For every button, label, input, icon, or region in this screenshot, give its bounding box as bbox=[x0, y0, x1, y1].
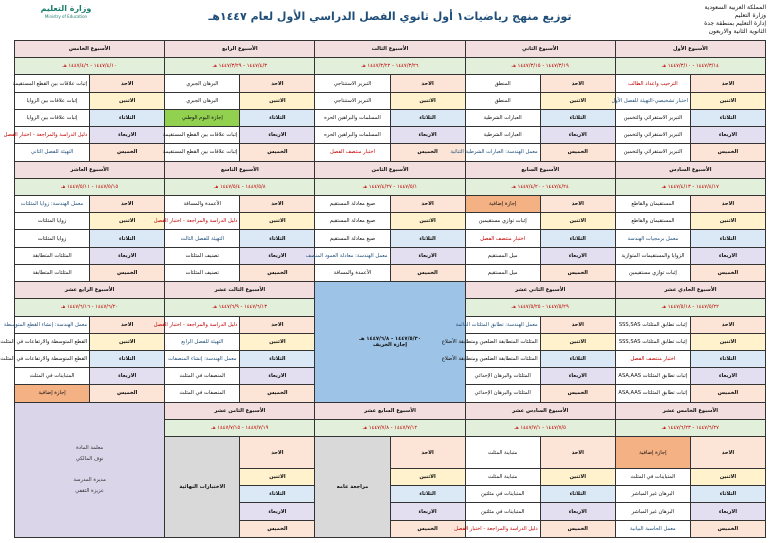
lesson-cell: المسلمات والبراهين الحره bbox=[315, 109, 390, 126]
day-label: الاحد bbox=[240, 195, 315, 212]
week-title: الأسبوع السادس عشر bbox=[465, 402, 615, 419]
autumn-break-dates: ١٤٤٧/٥/٣٠ - ١٤٤٧/٦/٨ هـ bbox=[359, 335, 421, 342]
day-label: الاحد bbox=[390, 437, 465, 469]
day-label: الاثنين bbox=[690, 333, 765, 350]
lesson-cell: المتباينات في مثلثين bbox=[465, 486, 540, 503]
lesson-cell: إثبات علاقات بين الزوايا bbox=[15, 109, 90, 126]
lesson-cell: معمل الهندسة: زوايا المثلثات bbox=[15, 195, 90, 212]
week-title: الأسبوع السادس bbox=[615, 161, 765, 178]
lesson-cell: المثلثات المتطابقة bbox=[15, 264, 90, 281]
day-label: الاثنين bbox=[390, 213, 465, 230]
lesson-cell: المستقيمان والقاطع bbox=[615, 213, 690, 230]
logo-sub: Ministry of Education bbox=[44, 14, 88, 19]
week-title: الأسبوع الثامن bbox=[315, 161, 465, 178]
day-label: الاربعاء bbox=[240, 368, 315, 385]
lesson-cell: إثبات تطابق المثلثات ASA,AAS bbox=[615, 368, 690, 385]
lesson-cell: المتباينات في المثلث bbox=[615, 469, 690, 486]
day-label: الاثنين bbox=[90, 213, 165, 230]
lesson-cell: التهيئة للفصل الرابع bbox=[165, 333, 240, 350]
lesson-cell: اختبار تشخيصي-التهيئة للفصل الأول bbox=[615, 92, 690, 109]
day-label: الخميس bbox=[240, 520, 315, 537]
day-label: الاثنين bbox=[390, 92, 465, 109]
lesson-cell: العبارات الشرطية bbox=[465, 109, 540, 126]
day-label: الاحد bbox=[240, 75, 315, 92]
week-title: الأسبوع الثامن عشر bbox=[165, 402, 315, 419]
week-title: الأسبوع الحادي عشر bbox=[615, 282, 765, 299]
day-label: الثلاثاء bbox=[240, 230, 315, 247]
lesson-cell: معمل الهندسة: تطابق المثلثات القائمة bbox=[465, 316, 540, 333]
week-title: الأسبوع الثالث عشر bbox=[165, 282, 315, 299]
lesson-cell: إثبات علاقات بين القطع المستقيمة bbox=[165, 144, 240, 161]
teacher-name: نوف المالكي bbox=[75, 455, 104, 462]
day-label: الاحد bbox=[90, 195, 165, 212]
day-label: الاربعاء bbox=[540, 247, 615, 264]
day-label: الاحد bbox=[690, 75, 765, 92]
lesson-cell: العبارات الشرطية bbox=[465, 127, 540, 144]
week-title: الأسبوع التاسع bbox=[165, 161, 315, 178]
week-dates: ١٤٤٧/٥/٨ - ١٤٤٧/٥/٤ هـ bbox=[165, 178, 315, 195]
week-title: الأسبوع العاشر bbox=[15, 161, 165, 178]
lesson-cell: المثلثات المتطابقة الضلعين ومتطابقة الأضلاع bbox=[465, 333, 540, 350]
day-label: الاربعاء bbox=[90, 247, 165, 264]
day-label: الثلاثاء bbox=[240, 486, 315, 503]
lesson-cell: المثلثات والبرهان الإحداثي bbox=[465, 368, 540, 385]
day-label: الاربعاء bbox=[540, 368, 615, 385]
lesson-cell: المثلثات المتطابقة bbox=[15, 247, 90, 264]
week-dates: ١٤٤٧/٦/١٣ - ١٤٤٧/٦/٩ هـ bbox=[165, 299, 315, 316]
day-label: الاثنين bbox=[690, 92, 765, 109]
lesson-cell: المستقيمان والقاطع bbox=[615, 195, 690, 212]
day-label: الخميس bbox=[390, 144, 465, 161]
lesson-cell: صيغ معادلة المستقيم bbox=[315, 195, 390, 212]
day-label: الثلاثاء bbox=[390, 109, 465, 126]
day-label: الاثنين bbox=[690, 213, 765, 230]
lesson-cell: إجازة إضافية bbox=[15, 385, 90, 402]
lesson-cell: إثبات تطابق المثلثات ASA,AAS bbox=[615, 385, 690, 402]
lesson-cell: زوايا المثلثات bbox=[15, 230, 90, 247]
day-label: الاربعاء bbox=[90, 368, 165, 385]
week-title: الأسبوع الثالث bbox=[315, 41, 465, 58]
week-dates: ١٤٤٧/٧/٥ - ١٤٤٧/٧/١ هـ bbox=[465, 419, 615, 436]
week-dates: ١٤٤٧/٧/١٢ - ١٤٤٧/٧/٨ هـ bbox=[315, 419, 465, 436]
page-title: توزيع منهج رياضيات١ أول ثانوي الفصل الدراسي الأول لعام ١٤٤٧هـ bbox=[208, 10, 572, 23]
lesson-cell: إثبات تطابق المثلثات SSS,SAS bbox=[615, 333, 690, 350]
lesson-cell: التبرير الاستنتاجي bbox=[315, 92, 390, 109]
day-label: الثلاثاء bbox=[540, 350, 615, 367]
lesson-cell: تصنيف المثلثات bbox=[165, 247, 240, 264]
principal-title: مديرة المدرسة bbox=[73, 476, 106, 483]
lesson-cell: التبرير الاستقرائي والتخمين bbox=[615, 144, 690, 161]
lesson-cell: معمل برمجيات الهندسة bbox=[615, 230, 690, 247]
day-label: الاثنين bbox=[540, 333, 615, 350]
week-dates: ١٤٤٧/٣/١٤ - ١٤٤٧/٣/١٠ هـ bbox=[615, 58, 765, 75]
lesson-cell: البرهان الجبري bbox=[165, 75, 240, 92]
curriculum-table bbox=[0, 40, 766, 538]
lesson-cell: اختبار منتصف الفصل bbox=[465, 230, 540, 247]
lesson-cell: متباينة المثلث bbox=[465, 469, 540, 486]
day-label: الاربعاء bbox=[540, 503, 615, 520]
week-dates: ١٤٤٧/٤/١٧ - ١٤٤٧/٤/١٣ هـ bbox=[615, 178, 765, 195]
day-label: الاحد bbox=[90, 316, 165, 333]
lesson-cell: اختبار منتصف الفصل bbox=[315, 144, 390, 161]
day-label: الاثنين bbox=[90, 333, 165, 350]
day-label: الاثنين bbox=[540, 92, 615, 109]
day-label: الخميس bbox=[240, 144, 315, 161]
lesson-cell: المثلثات المتطابقة الضلعين ومتطابقة الأضلاع bbox=[465, 350, 540, 367]
day-label: الاربعاء bbox=[540, 127, 615, 144]
day-label: الاثنين bbox=[540, 213, 615, 230]
day-label: الاثنين bbox=[390, 469, 465, 486]
lesson-cell: التهيئة للفصل الثالث bbox=[165, 230, 240, 247]
week-dates: ١٤٤٧/٦/٢٧ - ١٤٤٧/٦/٢٣ هـ bbox=[615, 419, 765, 436]
org-line: وزارة التعليم bbox=[734, 12, 766, 19]
lesson-cell: المتباينات في مثلثين bbox=[465, 503, 540, 520]
lesson-cell: التبرير الاستنتاجي bbox=[315, 75, 390, 92]
lesson-cell: ميل المستقيم bbox=[465, 264, 540, 281]
day-label: الاحد bbox=[690, 316, 765, 333]
lesson-cell: إجازة اليوم الوطني bbox=[165, 109, 240, 126]
day-label: الاحد bbox=[390, 195, 465, 212]
lesson-cell: إثبات علاقات بين الزوايا bbox=[15, 92, 90, 109]
week-dates: ١٤٤٧/٣/٢٦ - ١٤٤٧/٣/٢٢ هـ bbox=[315, 58, 465, 75]
day-label: الثلاثاء bbox=[690, 486, 765, 503]
day-label: الاحد bbox=[240, 316, 315, 333]
day-label: الاحد bbox=[540, 437, 615, 469]
day-label: الخميس bbox=[90, 144, 165, 161]
lesson-cell: البرهان غير المباشر bbox=[615, 503, 690, 520]
day-label: الاثنين bbox=[690, 469, 765, 486]
day-label: الثلاثاء bbox=[90, 230, 165, 247]
day-label: الخميس bbox=[390, 264, 465, 281]
day-label: الاربعاء bbox=[690, 127, 765, 144]
logo-text: وزارة التعليم bbox=[40, 4, 92, 13]
lesson-cell: المسلمات والبراهين الحره bbox=[315, 127, 390, 144]
lesson-cell: المنطق bbox=[465, 75, 540, 92]
lesson-cell: إجازة إضافية bbox=[465, 195, 540, 212]
lesson-cell: معمل الهندسة: إنشاء القطع المتوسطة bbox=[15, 316, 90, 333]
week-title: الأسبوع الثاني bbox=[465, 41, 615, 58]
lesson-cell: معمل الهندسة: العبارات الشرطية الثنائية bbox=[465, 144, 540, 161]
lesson-cell: الترحيب واعداد الطالب bbox=[615, 75, 690, 92]
signature-block bbox=[15, 402, 165, 537]
week-title: الأسبوع السابع bbox=[465, 161, 615, 178]
week-dates: ١٤٤٧/٧/١٩ - ١٤٤٧/٧/١٥ هـ bbox=[165, 419, 315, 436]
week-dates: ١٤٤٧/٤/٢٤ - ١٤٤٧/٤/٢٠ هـ bbox=[465, 178, 615, 195]
day-label: الاربعاء bbox=[390, 247, 465, 264]
lesson-cell: ميل المستقيم bbox=[465, 247, 540, 264]
lesson-cell: القطع المتوسطة والارتفاعات في المثلث bbox=[15, 333, 90, 350]
lesson-cell: المنصفات في المثلث bbox=[165, 385, 240, 402]
lesson-cell: دليل الدراسة والمراجعة - اختبار الفصل bbox=[465, 520, 540, 537]
week-dates: ١٤٤٧/٣/١٩ - ١٤٤٧/٣/١٥ هـ bbox=[465, 58, 615, 75]
week-title: الأسبوع الأول bbox=[615, 41, 765, 58]
lesson-cell: المنصفات في المثلث bbox=[165, 368, 240, 385]
day-label: الاحد bbox=[540, 316, 615, 333]
lesson-cell: اختبار منتصف الفصل bbox=[615, 350, 690, 367]
lesson-cell: دليل الدراسة والمراجعة - اختبار الفصل bbox=[15, 127, 90, 144]
week-dates: ١٤٤٧/٦/٢٠ - ١٤٤٧/٦/١٦ هـ bbox=[15, 299, 165, 316]
teacher-title: معلمة المادة bbox=[76, 444, 104, 451]
lesson-cell: إثبات علاقات بين القطع المستقيمة bbox=[165, 127, 240, 144]
lesson-cell: تصنيف المثلثات bbox=[165, 264, 240, 281]
day-label: الخميس bbox=[540, 520, 615, 537]
day-label: الثلاثاء bbox=[690, 230, 765, 247]
day-label: الاحد bbox=[540, 195, 615, 212]
day-label: الاربعاء bbox=[90, 127, 165, 144]
lesson-cell: زوايا المثلثات bbox=[15, 213, 90, 230]
lesson-cell: صيغ معادلة المستقيم bbox=[315, 230, 390, 247]
final-exams-cell: الاختبارات النهائية bbox=[165, 437, 240, 538]
lesson-cell: دليل الدراسة والمراجعة - اختبار الفصل bbox=[165, 213, 240, 230]
lesson-cell: البرهان الجبري bbox=[165, 92, 240, 109]
lesson-cell: إثبات توازي مستقيمين bbox=[615, 264, 690, 281]
day-label: الاحد bbox=[240, 437, 315, 469]
org-line: المملكة العربية السعودية bbox=[704, 4, 766, 11]
day-label: الاثنين bbox=[90, 92, 165, 109]
principal-name: عزيزة الثقفي bbox=[75, 487, 105, 494]
week-dates: ١٤٤٧/٥/١ - ١٤٤٧/٤/٢٧ هـ bbox=[315, 178, 465, 195]
lesson-cell: الأعمدة والمسافة bbox=[165, 195, 240, 212]
lesson-cell: إثبات علاقات بين القطع المستقيمة bbox=[15, 75, 90, 92]
day-label: الاربعاء bbox=[240, 247, 315, 264]
week-dates: ١٤٤٧/٤/١٠ - ١٤٤٧/٤/٦ هـ bbox=[15, 58, 165, 75]
day-label: الاثنين bbox=[240, 469, 315, 486]
day-label: الخميس bbox=[390, 520, 465, 537]
day-label: الثلاثاء bbox=[90, 109, 165, 126]
day-label: الثلاثاء bbox=[690, 350, 765, 367]
day-label: الاثنين bbox=[240, 333, 315, 350]
day-label: الثلاثاء bbox=[540, 486, 615, 503]
day-label: الاحد bbox=[90, 75, 165, 92]
day-label: الخميس bbox=[540, 264, 615, 281]
lesson-cell: المتباينات في المثلث bbox=[15, 368, 90, 385]
page-header bbox=[6, 0, 774, 38]
day-label: الخميس bbox=[240, 264, 315, 281]
day-label: الاربعاء bbox=[390, 503, 465, 520]
lesson-cell: دليل الدراسة والمراجعة - اختبار الفصل bbox=[165, 316, 240, 333]
lesson-cell: التبرير الاستقرائي والتخمين bbox=[615, 109, 690, 126]
lesson-cell: إثبات تطابق المثلثات SSS,SAS bbox=[615, 316, 690, 333]
week-dates: ١٤٤٧/٤/٣ - ١٤٤٧/٣/٢٩ هـ bbox=[165, 58, 315, 75]
week-dates: ١٤٤٧/٥/٢٢ - ١٤٤٧/٥/١٨ هـ bbox=[615, 299, 765, 316]
day-label: الخميس bbox=[690, 144, 765, 161]
day-label: الاربعاء bbox=[240, 127, 315, 144]
day-label: الثلاثاء bbox=[90, 350, 165, 367]
day-label: الثلاثاء bbox=[540, 230, 615, 247]
day-label: الاثنين bbox=[540, 469, 615, 486]
lesson-cell: البرهان غير المباشر bbox=[615, 486, 690, 503]
lesson-cell: إثبات توازي مستقيمين bbox=[465, 213, 540, 230]
day-label: الخميس bbox=[90, 385, 165, 402]
day-label: الاربعاء bbox=[390, 127, 465, 144]
org-line: إدارة التعليم بمنطقة جدة bbox=[704, 20, 766, 27]
day-label: الخميس bbox=[240, 385, 315, 402]
day-label: الخميس bbox=[90, 264, 165, 281]
week-title: الأسبوع الخامس عشر bbox=[615, 402, 765, 419]
week-dates: ١٤٤٧/٥/٢٩ - ١٤٤٧/٥/٢٥ هـ bbox=[465, 299, 615, 316]
week-dates: ١٤٤٧/٥/١٥ - ١٤٤٧/٥/١١ هـ bbox=[15, 178, 165, 195]
day-label: الاثنين bbox=[240, 92, 315, 109]
week-title: الأسبوع الخامس bbox=[15, 41, 165, 58]
lesson-cell: معمل الهندسة: إنشاء المنصفات bbox=[165, 350, 240, 367]
day-label: الاربعاء bbox=[690, 368, 765, 385]
day-label: الثلاثاء bbox=[540, 109, 615, 126]
day-label: الثلاثاء bbox=[690, 109, 765, 126]
day-label: الاحد bbox=[690, 437, 765, 469]
day-label: الثلاثاء bbox=[390, 230, 465, 247]
org-line: الثانوية الثانية والاربعون bbox=[708, 28, 766, 35]
day-label: الخميس bbox=[690, 264, 765, 281]
lesson-cell: إجازة إضافية bbox=[615, 437, 690, 469]
lesson-cell: متباينة المثلث bbox=[465, 437, 540, 469]
day-label: الاثنين bbox=[240, 213, 315, 230]
day-label: الخميس bbox=[540, 385, 615, 402]
week-title: الأسبوع الرابع عشر bbox=[15, 282, 165, 299]
day-label: الاربعاء bbox=[240, 503, 315, 520]
day-label: الثلاثاء bbox=[240, 109, 315, 126]
lesson-cell: المنطق bbox=[465, 92, 540, 109]
day-label: الخميس bbox=[690, 385, 765, 402]
lesson-cell: معمل الهندسة: معادلة العمود المنصف bbox=[315, 247, 390, 264]
lesson-cell: المثلثات والبرهان الإحداثي bbox=[465, 385, 540, 402]
week-title: الأسبوع الثاني عشر bbox=[465, 282, 615, 299]
day-label: الاحد bbox=[690, 195, 765, 212]
week-title: الأسبوع الرابع bbox=[165, 41, 315, 58]
autumn-break-label: إجازة الخريف bbox=[372, 341, 408, 348]
lesson-cell: التبرير الاستقرائي والتخمين bbox=[615, 127, 690, 144]
lesson-cell: صيغ معادلة المستقيم bbox=[315, 213, 390, 230]
week-title: الأسبوع السابع عشر bbox=[315, 402, 465, 419]
day-label: الاربعاء bbox=[690, 503, 765, 520]
day-label: الاحد bbox=[540, 75, 615, 92]
day-label: الثلاثاء bbox=[390, 486, 465, 503]
day-label: الاربعاء bbox=[690, 247, 765, 264]
lesson-cell: التهيئة للفصل الثاني bbox=[15, 144, 90, 161]
day-label: الاحد bbox=[390, 75, 465, 92]
lesson-cell: الزوايا والمستقيمات المتوازية bbox=[615, 247, 690, 264]
moe-logo bbox=[36, 4, 96, 32]
lesson-cell: الأعمدة والمسافة bbox=[315, 264, 390, 281]
day-label: الخميس bbox=[690, 520, 765, 537]
review-cell: مراجعة عامه bbox=[315, 437, 390, 538]
day-label: الثلاثاء bbox=[240, 350, 315, 367]
lesson-cell: معمل الحاسبة البيانية bbox=[615, 520, 690, 537]
lesson-cell: القطع المتوسطة والارتفاعات في المثلث bbox=[15, 350, 90, 367]
day-label: الخميس bbox=[540, 144, 615, 161]
